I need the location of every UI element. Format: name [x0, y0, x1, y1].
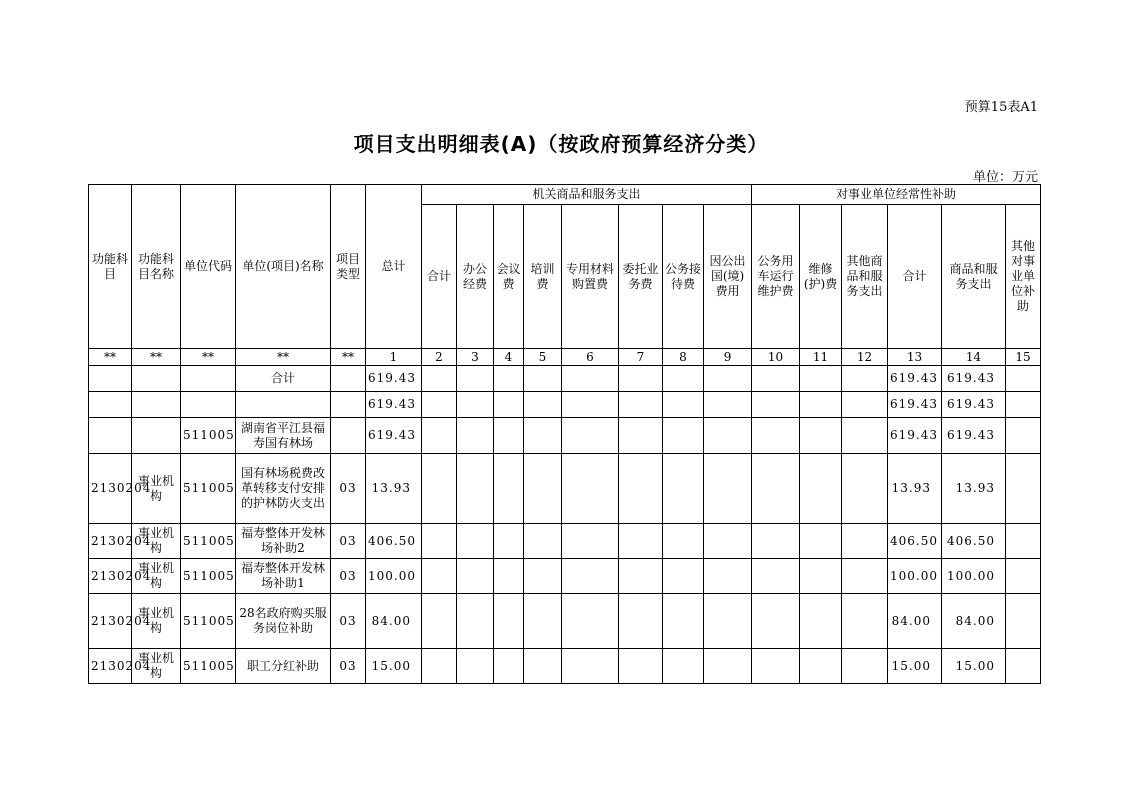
- cell-unit-name: 福寿整体开发林场补助1: [236, 559, 331, 594]
- cell-a-total: [422, 392, 457, 418]
- cell-repair: [800, 366, 842, 392]
- cell-func-code: 2130204: [89, 594, 132, 649]
- cell-b-other: [1006, 418, 1041, 454]
- cell-abroad: [704, 524, 752, 559]
- cell-b-goods: 84.00: [942, 594, 1006, 649]
- cell-meeting: [494, 418, 524, 454]
- cell-func-code: 2130204: [89, 454, 132, 524]
- cell-office: [457, 418, 494, 454]
- cell-repair: [800, 559, 842, 594]
- cell-a-total: [422, 418, 457, 454]
- cell-abroad: [704, 594, 752, 649]
- form-id: 预算15表A1: [964, 100, 1038, 115]
- cell-b-goods: 619.43: [942, 418, 1006, 454]
- cell-b-other: [1006, 559, 1041, 594]
- header-other-goods: 其他商品和服务支出: [842, 205, 888, 349]
- cell-b-total: 406.50: [888, 524, 942, 559]
- cell-unit-code: [181, 392, 236, 418]
- cell-func-code: [89, 366, 132, 392]
- cell-other-goods: [842, 649, 888, 684]
- cell-entrusted: [619, 559, 663, 594]
- index-cell: 13: [888, 349, 942, 366]
- cell-func-code: [89, 392, 132, 418]
- cell-b-goods: 619.43: [942, 392, 1006, 418]
- cell-other-goods: [842, 392, 888, 418]
- table-header: [89, 185, 1041, 366]
- cell-unit-code: 511005: [181, 454, 236, 524]
- cell-repair: [800, 418, 842, 454]
- cell-total: 619.43: [366, 366, 422, 392]
- cell-materials: [562, 559, 619, 594]
- cell-training: [524, 649, 562, 684]
- cell-b-goods: 619.43: [942, 366, 1006, 392]
- table-row: [89, 418, 1041, 454]
- index-cell: **: [331, 349, 366, 366]
- cell-item-type: 03: [331, 454, 366, 524]
- cell-b-total: 100.00: [888, 559, 942, 594]
- cell-other-goods: [842, 594, 888, 649]
- cell-training: [524, 524, 562, 559]
- cell-reception: [663, 559, 704, 594]
- cell-meeting: [494, 524, 524, 559]
- cell-vehicle: [752, 454, 800, 524]
- cell-materials: [562, 392, 619, 418]
- cell-repair: [800, 594, 842, 649]
- cell-other-goods: [842, 418, 888, 454]
- cell-item-type: 03: [331, 524, 366, 559]
- cell-entrusted: [619, 366, 663, 392]
- header-entrusted: 委托业务费: [619, 205, 663, 349]
- cell-unit-code: 511005: [181, 594, 236, 649]
- table-row: [89, 524, 1041, 559]
- cell-office: [457, 524, 494, 559]
- cell-training: [524, 392, 562, 418]
- table-row: [89, 454, 1041, 524]
- cell-b-total: 619.43: [888, 392, 942, 418]
- cell-b-total: 13.93: [888, 454, 942, 524]
- cell-b-other: [1006, 649, 1041, 684]
- cell-func-name: 事业机构: [132, 454, 181, 524]
- cell-b-other: [1006, 366, 1041, 392]
- cell-office: [457, 366, 494, 392]
- table-row: [89, 649, 1041, 684]
- table-row: [89, 392, 1041, 418]
- index-cell: 2: [422, 349, 457, 366]
- cell-meeting: [494, 454, 524, 524]
- cell-repair: [800, 524, 842, 559]
- header-func-name: 功能科目名称: [132, 185, 181, 349]
- index-cell: **: [89, 349, 132, 366]
- table-row: [89, 559, 1041, 594]
- cell-abroad: [704, 366, 752, 392]
- cell-unit-name: 合计: [236, 366, 331, 392]
- cell-b-total: 15.00: [888, 649, 942, 684]
- cell-unit-code: 511005: [181, 649, 236, 684]
- index-cell: 5: [524, 349, 562, 366]
- cell-meeting: [494, 366, 524, 392]
- index-cell: 9: [704, 349, 752, 366]
- header-unit-name: 单位(项目)名称: [236, 185, 331, 349]
- cell-entrusted: [619, 418, 663, 454]
- cell-training: [524, 418, 562, 454]
- cell-func-name: 事业机构: [132, 649, 181, 684]
- cell-b-total: 84.00: [888, 594, 942, 649]
- cell-repair: [800, 649, 842, 684]
- cell-b-goods: 406.50: [942, 524, 1006, 559]
- index-cell: **: [181, 349, 236, 366]
- cell-other-goods: [842, 524, 888, 559]
- table-row: [89, 594, 1041, 649]
- index-cell: 1: [366, 349, 422, 366]
- cell-other-goods: [842, 366, 888, 392]
- header-abroad: 因公出国(境)费用: [704, 205, 752, 349]
- cell-a-total: [422, 594, 457, 649]
- cell-entrusted: [619, 649, 663, 684]
- cell-b-other: [1006, 392, 1041, 418]
- cell-reception: [663, 418, 704, 454]
- cell-abroad: [704, 649, 752, 684]
- cell-training: [524, 594, 562, 649]
- cell-materials: [562, 454, 619, 524]
- cell-func-name: 事业机构: [132, 559, 181, 594]
- cell-office: [457, 392, 494, 418]
- header-group-a: 机关商品和服务支出: [422, 185, 752, 205]
- cell-vehicle: [752, 524, 800, 559]
- cell-item-type: [331, 366, 366, 392]
- cell-unit-code: 511005: [181, 559, 236, 594]
- index-cell: **: [132, 349, 181, 366]
- index-cell: 14: [942, 349, 1006, 366]
- cell-b-goods: 15.00: [942, 649, 1006, 684]
- cell-vehicle: [752, 594, 800, 649]
- index-cell: 8: [663, 349, 704, 366]
- budget-table: [88, 184, 1041, 684]
- cell-reception: [663, 392, 704, 418]
- cell-meeting: [494, 594, 524, 649]
- cell-total: 15.00: [366, 649, 422, 684]
- cell-unit-name: [236, 392, 331, 418]
- cell-vehicle: [752, 559, 800, 594]
- cell-reception: [663, 454, 704, 524]
- cell-item-type: 03: [331, 594, 366, 649]
- page-title: 项目支出明细表(A)（按政府预算经济分类）: [353, 132, 769, 156]
- cell-abroad: [704, 454, 752, 524]
- cell-a-total: [422, 524, 457, 559]
- cell-reception: [663, 594, 704, 649]
- cell-reception: [663, 524, 704, 559]
- cell-func-code: 2130204: [89, 649, 132, 684]
- index-cell: 12: [842, 349, 888, 366]
- cell-b-total: 619.43: [888, 418, 942, 454]
- cell-other-goods: [842, 559, 888, 594]
- index-cell: 6: [562, 349, 619, 366]
- cell-a-total: [422, 366, 457, 392]
- header-a-total: 合计: [422, 205, 457, 349]
- cell-total: 84.00: [366, 594, 422, 649]
- cell-unit-name: 28名政府购买服务岗位补助: [236, 594, 331, 649]
- cell-abroad: [704, 559, 752, 594]
- cell-office: [457, 454, 494, 524]
- cell-total: 100.00: [366, 559, 422, 594]
- header-meeting: 会议费: [494, 205, 524, 349]
- header-office: 办公经费: [457, 205, 494, 349]
- index-cell: 4: [494, 349, 524, 366]
- cell-other-goods: [842, 454, 888, 524]
- cell-b-other: [1006, 524, 1041, 559]
- cell-b-other: [1006, 594, 1041, 649]
- cell-unit-name: 湖南省平江县福寿国有林场: [236, 418, 331, 454]
- index-cell: 7: [619, 349, 663, 366]
- cell-a-total: [422, 454, 457, 524]
- cell-unit-code: 511005: [181, 524, 236, 559]
- cell-func-code: 2130204: [89, 524, 132, 559]
- cell-entrusted: [619, 392, 663, 418]
- cell-unit-code: [181, 366, 236, 392]
- cell-materials: [562, 649, 619, 684]
- cell-vehicle: [752, 649, 800, 684]
- cell-abroad: [704, 418, 752, 454]
- cell-repair: [800, 392, 842, 418]
- cell-training: [524, 366, 562, 392]
- cell-repair: [800, 454, 842, 524]
- header-repair: 维修(护)费: [800, 205, 842, 349]
- cell-entrusted: [619, 594, 663, 649]
- cell-vehicle: [752, 392, 800, 418]
- cell-materials: [562, 366, 619, 392]
- header-materials: 专用材料购置费: [562, 205, 619, 349]
- cell-func-name: [132, 366, 181, 392]
- cell-func-name: [132, 392, 181, 418]
- cell-total: 13.93: [366, 454, 422, 524]
- cell-unit-code: 511005: [181, 418, 236, 454]
- cell-materials: [562, 418, 619, 454]
- header-b-goods: 商品和服务支出: [942, 205, 1006, 349]
- cell-func-code: [89, 418, 132, 454]
- header-unit-code: 单位代码: [181, 185, 236, 349]
- header-vehicle: 公务用车运行维护费: [752, 205, 800, 349]
- cell-entrusted: [619, 454, 663, 524]
- cell-vehicle: [752, 366, 800, 392]
- header-func-code: 功能科目: [89, 185, 132, 349]
- unit-label: 单位：万元: [972, 170, 1038, 185]
- cell-training: [524, 454, 562, 524]
- header-b-other: 其他对事业单位补助: [1006, 205, 1041, 349]
- header-training: 培训费: [524, 205, 562, 349]
- cell-func-name: 事业机构: [132, 594, 181, 649]
- index-cell: **: [236, 349, 331, 366]
- cell-reception: [663, 366, 704, 392]
- cell-func-code: 2130204: [89, 559, 132, 594]
- cell-b-goods: 13.93: [942, 454, 1006, 524]
- cell-item-type: [331, 392, 366, 418]
- header-b-total: 合计: [888, 205, 942, 349]
- cell-a-total: [422, 649, 457, 684]
- cell-reception: [663, 649, 704, 684]
- cell-meeting: [494, 559, 524, 594]
- cell-b-total: 619.43: [888, 366, 942, 392]
- cell-a-total: [422, 559, 457, 594]
- cell-total: 619.43: [366, 392, 422, 418]
- table-row: [89, 366, 1041, 392]
- cell-item-type: [331, 418, 366, 454]
- index-row: [89, 349, 1041, 366]
- cell-unit-name: 职工分红补助: [236, 649, 331, 684]
- cell-training: [524, 559, 562, 594]
- header-group-b: 对事业单位经常性补助: [752, 185, 1041, 205]
- index-cell: 10: [752, 349, 800, 366]
- cell-total: 406.50: [366, 524, 422, 559]
- index-cell: 15: [1006, 349, 1041, 366]
- cell-entrusted: [619, 524, 663, 559]
- cell-meeting: [494, 392, 524, 418]
- header-item-type: 项目类型: [331, 185, 366, 349]
- cell-item-type: 03: [331, 559, 366, 594]
- cell-abroad: [704, 392, 752, 418]
- cell-func-name: 事业机构: [132, 524, 181, 559]
- table-body: [89, 366, 1041, 684]
- cell-total: 619.43: [366, 418, 422, 454]
- index-cell: 11: [800, 349, 842, 366]
- cell-b-other: [1006, 454, 1041, 524]
- header-reception: 公务接待费: [663, 205, 704, 349]
- cell-office: [457, 594, 494, 649]
- cell-office: [457, 559, 494, 594]
- cell-unit-name: 国有林场税费改革转移支付安排的护林防火支出: [236, 454, 331, 524]
- cell-b-goods: 100.00: [942, 559, 1006, 594]
- cell-unit-name: 福寿整体开发林场补助2: [236, 524, 331, 559]
- cell-materials: [562, 594, 619, 649]
- cell-vehicle: [752, 418, 800, 454]
- cell-materials: [562, 524, 619, 559]
- index-cell: 3: [457, 349, 494, 366]
- cell-office: [457, 649, 494, 684]
- cell-item-type: 03: [331, 649, 366, 684]
- cell-func-name: [132, 418, 181, 454]
- header-total: 总计: [366, 185, 422, 349]
- cell-meeting: [494, 649, 524, 684]
